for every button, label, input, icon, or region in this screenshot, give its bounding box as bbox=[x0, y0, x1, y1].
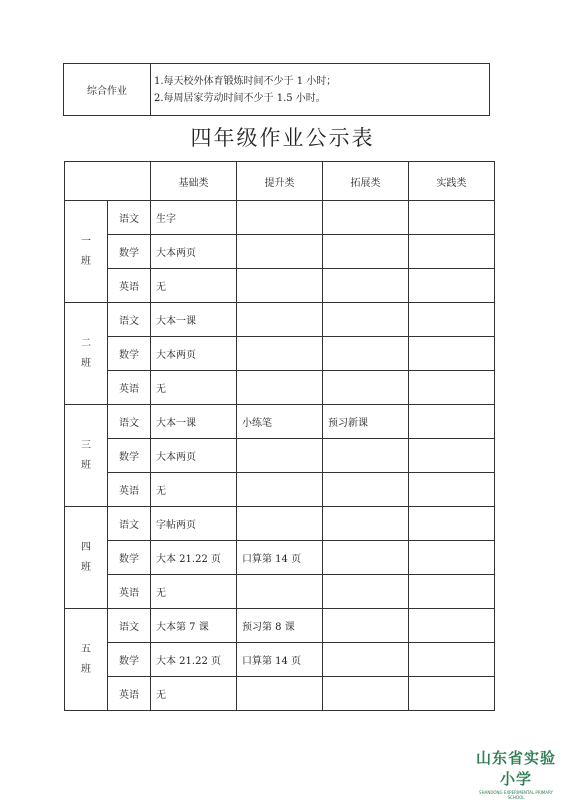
table-row bbox=[65, 303, 495, 337]
class-name-bottom: 班 bbox=[81, 663, 91, 675]
homework-cell bbox=[237, 201, 323, 235]
homework-cell bbox=[323, 303, 409, 337]
subject-cell: 数学 bbox=[108, 439, 151, 473]
table-row bbox=[65, 473, 495, 507]
subject-cell: 英语 bbox=[108, 371, 151, 405]
header-blank-cell bbox=[65, 162, 151, 201]
homework-cell: 大本 21.22 页 bbox=[151, 541, 237, 575]
homework-cell bbox=[409, 337, 495, 371]
homework-cell bbox=[409, 473, 495, 507]
table-row bbox=[65, 575, 495, 609]
homework-cell: 无 bbox=[151, 677, 237, 711]
table-row bbox=[65, 337, 495, 371]
homework-cell: 无 bbox=[151, 371, 237, 405]
homework-cell bbox=[409, 303, 495, 337]
homework-cell: 大本两页 bbox=[151, 235, 237, 269]
homework-cell bbox=[323, 541, 409, 575]
table-row bbox=[65, 201, 495, 235]
homework-cell bbox=[237, 303, 323, 337]
homework-cell bbox=[323, 235, 409, 269]
class-name-top: 五 bbox=[81, 643, 91, 655]
table-row bbox=[65, 439, 495, 473]
homework-cell: 预习新课 bbox=[323, 405, 409, 439]
homework-cell bbox=[237, 677, 323, 711]
table-row bbox=[65, 371, 495, 405]
class-name-top: 三 bbox=[81, 439, 91, 451]
homework-cell bbox=[409, 371, 495, 405]
column-header: 基础类 bbox=[151, 162, 237, 201]
homework-cell bbox=[409, 541, 495, 575]
table-row bbox=[65, 677, 495, 711]
homework-cell bbox=[237, 371, 323, 405]
class-name-cell bbox=[65, 303, 108, 405]
class-name-top: 四 bbox=[81, 541, 91, 553]
homework-cell: 预习第 8 课 bbox=[237, 609, 323, 643]
homework-cell bbox=[409, 201, 495, 235]
homework-cell bbox=[237, 337, 323, 371]
subject-cell: 英语 bbox=[108, 677, 151, 711]
homework-schedule-table bbox=[64, 161, 495, 711]
table-row bbox=[65, 643, 495, 677]
column-header: 提升类 bbox=[237, 162, 323, 201]
class-name-cell bbox=[65, 609, 108, 711]
subject-cell: 数学 bbox=[108, 337, 151, 371]
homework-cell bbox=[323, 337, 409, 371]
homework-cell bbox=[323, 507, 409, 541]
class-name-bottom: 班 bbox=[81, 459, 91, 471]
class-name-top: 二 bbox=[81, 337, 91, 349]
school-logo bbox=[470, 747, 562, 800]
comprehensive-homework-content bbox=[151, 64, 490, 116]
homework-cell bbox=[323, 473, 409, 507]
homework-cell bbox=[409, 575, 495, 609]
subject-cell: 英语 bbox=[108, 473, 151, 507]
subject-cell: 语文 bbox=[108, 405, 151, 439]
class-name-bottom: 班 bbox=[81, 255, 91, 267]
school-logo-english: SHANDONG EXPERIMENTAL PRIMARY SCHOOL bbox=[479, 790, 553, 800]
homework-cell: 大本一课 bbox=[151, 303, 237, 337]
homework-cell bbox=[409, 507, 495, 541]
homework-cell bbox=[409, 235, 495, 269]
subject-cell: 英语 bbox=[108, 269, 151, 303]
homework-cell bbox=[323, 439, 409, 473]
column-header: 实践类 bbox=[409, 162, 495, 201]
homework-schedule-body bbox=[65, 162, 495, 711]
homework-cell bbox=[323, 609, 409, 643]
homework-cell bbox=[409, 439, 495, 473]
subject-cell: 语文 bbox=[108, 609, 151, 643]
homework-cell bbox=[237, 269, 323, 303]
homework-cell bbox=[323, 677, 409, 711]
school-logo-name: 山东省实验小学 bbox=[475, 749, 556, 788]
subject-cell: 语文 bbox=[108, 507, 151, 541]
homework-cell: 生字 bbox=[151, 201, 237, 235]
table-header-row bbox=[65, 162, 495, 201]
homework-cell bbox=[323, 575, 409, 609]
column-header: 拓展类 bbox=[323, 162, 409, 201]
class-name-top: 一 bbox=[81, 235, 91, 247]
homework-cell: 无 bbox=[151, 575, 237, 609]
homework-cell bbox=[323, 643, 409, 677]
page-title: 四年级作业公示表 bbox=[190, 126, 375, 150]
homework-cell bbox=[409, 609, 495, 643]
homework-cell bbox=[409, 677, 495, 711]
class-name-bottom: 班 bbox=[81, 561, 91, 573]
table-row bbox=[65, 541, 495, 575]
homework-line: 2.每周居家劳动时间不少于 1.5 小时。 bbox=[154, 92, 326, 104]
class-name-cell bbox=[65, 405, 108, 507]
homework-cell: 大本一课 bbox=[151, 405, 237, 439]
homework-cell bbox=[237, 235, 323, 269]
homework-cell: 口算第 14 页 bbox=[237, 643, 323, 677]
homework-cell: 大本 21.22 页 bbox=[151, 643, 237, 677]
subject-cell: 数学 bbox=[108, 541, 151, 575]
homework-cell bbox=[323, 201, 409, 235]
comprehensive-homework-table bbox=[63, 63, 490, 116]
homework-cell: 小练笔 bbox=[237, 405, 323, 439]
homework-cell: 无 bbox=[151, 473, 237, 507]
subject-cell: 语文 bbox=[108, 303, 151, 337]
table-row bbox=[65, 405, 495, 439]
homework-cell: 大本第 7 课 bbox=[151, 609, 237, 643]
homework-cell: 字帖两页 bbox=[151, 507, 237, 541]
class-name-cell bbox=[65, 507, 108, 609]
homework-cell bbox=[323, 371, 409, 405]
table-row bbox=[65, 269, 495, 303]
homework-cell bbox=[409, 405, 495, 439]
homework-cell: 口算第 14 页 bbox=[237, 541, 323, 575]
homework-cell bbox=[237, 507, 323, 541]
homework-cell bbox=[409, 643, 495, 677]
table-row bbox=[65, 609, 495, 643]
comprehensive-homework-label: 综合作业 bbox=[64, 64, 151, 116]
subject-cell: 语文 bbox=[108, 201, 151, 235]
subject-cell: 数学 bbox=[108, 643, 151, 677]
table-row bbox=[64, 64, 490, 116]
subject-cell: 英语 bbox=[108, 575, 151, 609]
table-row bbox=[65, 235, 495, 269]
homework-cell bbox=[323, 269, 409, 303]
class-name-bottom: 班 bbox=[81, 357, 91, 369]
subject-cell: 数学 bbox=[108, 235, 151, 269]
homework-cell: 无 bbox=[151, 269, 237, 303]
class-name-cell bbox=[65, 201, 108, 303]
homework-cell: 大本两页 bbox=[151, 337, 237, 371]
homework-cell bbox=[409, 269, 495, 303]
homework-line: 1.每天校外体育锻炼时间不少于 1 小时； bbox=[154, 75, 337, 87]
homework-cell: 大本两页 bbox=[151, 439, 237, 473]
homework-cell bbox=[237, 439, 323, 473]
homework-cell bbox=[237, 473, 323, 507]
homework-cell bbox=[237, 575, 323, 609]
table-row bbox=[65, 507, 495, 541]
